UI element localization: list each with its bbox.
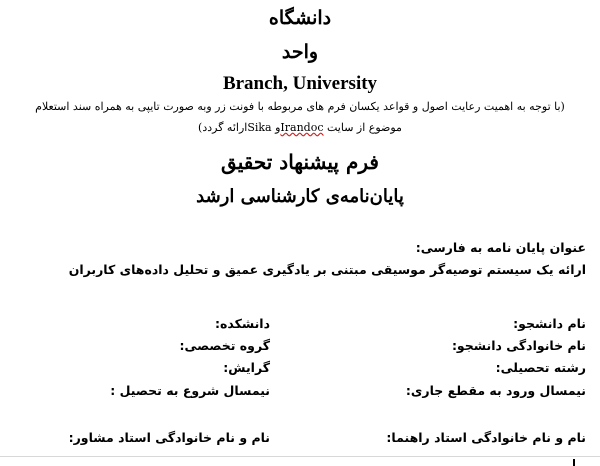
entry-semester-label: نیمسال ورود به مقطع جاری: (405, 383, 586, 398)
note-suffix: ارائه گردد) (198, 121, 248, 134)
note-prefix: موضوع از سایت (326, 121, 402, 134)
cropped-text-fragment-icon (570, 457, 578, 466)
instruction-note-line1: (با توجه به اهمیت رعایت اصول و قواعد یکسان فرم های مربوطه با فونت زر وبه صورت تایپی به همراه سند استعلام (35, 100, 565, 113)
page-bottom-divider (0, 456, 600, 457)
student-name-label: نام دانشجو: (513, 316, 586, 331)
note-and: و (275, 121, 281, 134)
faculty-label: دانشکده: (215, 316, 270, 331)
university-heading: دانشگاه (268, 7, 332, 29)
branch-university-heading: Branch, University (222, 73, 378, 94)
supervisor-name-label: نام و نام خانوادگی استاد راهنما: (386, 430, 586, 445)
degree-title: پایان‌نامه‌ی کارشناسی ارشد (196, 186, 404, 207)
advisor-name-label: نام و نام خانوادگی استاد مشاور: (68, 430, 270, 445)
thesis-title-label: عنوان پایان نامه به فارسی: (415, 240, 586, 255)
branch-heading: واحد (281, 41, 319, 63)
start-semester-label: نیمسال شروع به تحصیل : (110, 383, 270, 398)
orientation-label: گرایش: (223, 360, 270, 375)
field-of-study-label: رشته تحصیلی: (495, 360, 586, 375)
note-site-sika: Sika (247, 121, 272, 134)
form-title: فرم پیشنهاد تحقیق (221, 150, 379, 174)
student-family-label: نام خانوادگی دانشجو: (451, 338, 586, 353)
instruction-note-line2 (0, 121, 600, 134)
thesis-title-value: ارائه یک سیستم توصیه‌گر موسیقی مبتنی بر یادگیری عمیق و تحلیل داده‌های کاربران (68, 262, 586, 277)
note-site-irandoc: Irandoc (280, 121, 324, 134)
specialized-group-label: گروه تخصصی: (179, 338, 270, 353)
